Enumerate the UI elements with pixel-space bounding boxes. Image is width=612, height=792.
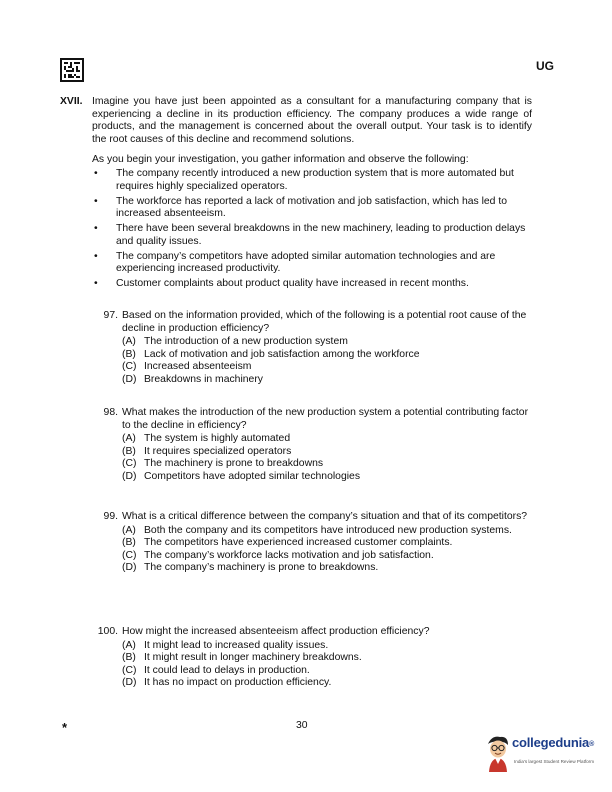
option-b: (B) Lack of motivation and job satisfaction among the workforce [122,348,420,360]
option-d: (D) It has no impact on production efficiency. [122,677,332,689]
collegedunia-logo[interactable] [484,734,604,774]
option-a: (A) The introduction of a new production system [122,336,348,348]
bullet-icon: • [94,278,98,290]
star-mark: * [62,720,68,735]
list-item: • There have been several breakdowns in the new machinery, leading to production delays and quality issues. [94,223,526,247]
bullet-icon: • [94,195,98,207]
option-c: (C) The machinery is prone to breakdowns [122,458,324,470]
question-text: What makes the introduction of the new production system a potential contributing factor to the decline in efficiency? [122,407,529,431]
brand-name: collegedunia® [512,735,595,750]
list-item: • Customer complaints about product quality have increased in recent months. [94,278,469,290]
list-item: • The company’s competitors have adopted similar automation technologies and are experiencing increased productivity. [94,250,496,275]
option-b: (B) The competitors have experienced increased customer complaints. [122,537,453,549]
observation-list [92,168,532,293]
question-number: 97. [103,310,118,321]
options-list [92,640,532,690]
question-number: 98. [103,407,118,418]
observe-text: As you begin your investigation, you gather information and observe the following: [92,154,469,165]
option-a: (A) It might lead to increased quality issues. [122,639,329,651]
option-c: (C) The company’s workforce lacks motivation and job satisfaction. [122,549,434,561]
bullet-icon: • [94,168,98,179]
question-number: 99. [103,511,118,522]
case-intro: Imagine you have just been appointed as a consultant for a manufacturing company that is experiencing a decline in its production efficiency. The company produces a wide range of products, and the management is concerned about the overall output. Your task is to identify the root causes of this decline and recommend solutions. [92,96,532,145]
options-list [92,336,532,386]
question-100 [92,626,532,690]
option-c: (C) It could lead to delays in production. [122,664,310,676]
option-c: (C) Increased absenteeism [122,361,252,373]
question-98 [92,407,532,484]
qr-code-icon [60,58,84,82]
options-list [92,433,532,483]
question-text: What is a critical difference between the company’s situation and that of its competitors? [122,511,528,522]
bullet-icon: • [94,250,98,262]
section-label: XVII. [60,96,83,107]
brand-tagline: India's largest Student Review Platform [514,759,595,764]
question-number: 100. [97,626,118,637]
option-b: (B) It requires specialized operators [122,445,292,457]
option-a: (A) Both the company and its competitors have introduced new production systems. [122,524,512,536]
options-list [92,525,532,575]
paper-code: UG [536,59,554,73]
question-text: Based on the information provided, which of the following is a potential root cause of the decline in production efficiency? [122,310,527,334]
student-mascot-icon [484,734,512,772]
option-d: (D) The company’s machinery is prone to breakdowns. [122,562,379,574]
bullet-icon: • [94,223,98,235]
option-b: (B) It might result in longer machinery breakdowns. [122,652,362,664]
option-a: (A) The system is highly automated [122,433,291,445]
question-99 [92,511,532,575]
question-text: How might the increased absenteeism affect production efficiency? [122,626,430,637]
question-97 [92,310,532,387]
option-d: (D) Breakdowns in machinery [122,373,263,385]
page-number: 30 [296,720,308,731]
list-item: • The workforce has reported a lack of motivation and job satisfaction, which has led to increased absenteeism. [94,195,508,220]
list-item: • The company recently introduced a new production system that is more automated but requires highly specialized operators. [94,168,514,192]
option-d: (D) Competitors have adopted similar technologies [122,470,361,482]
